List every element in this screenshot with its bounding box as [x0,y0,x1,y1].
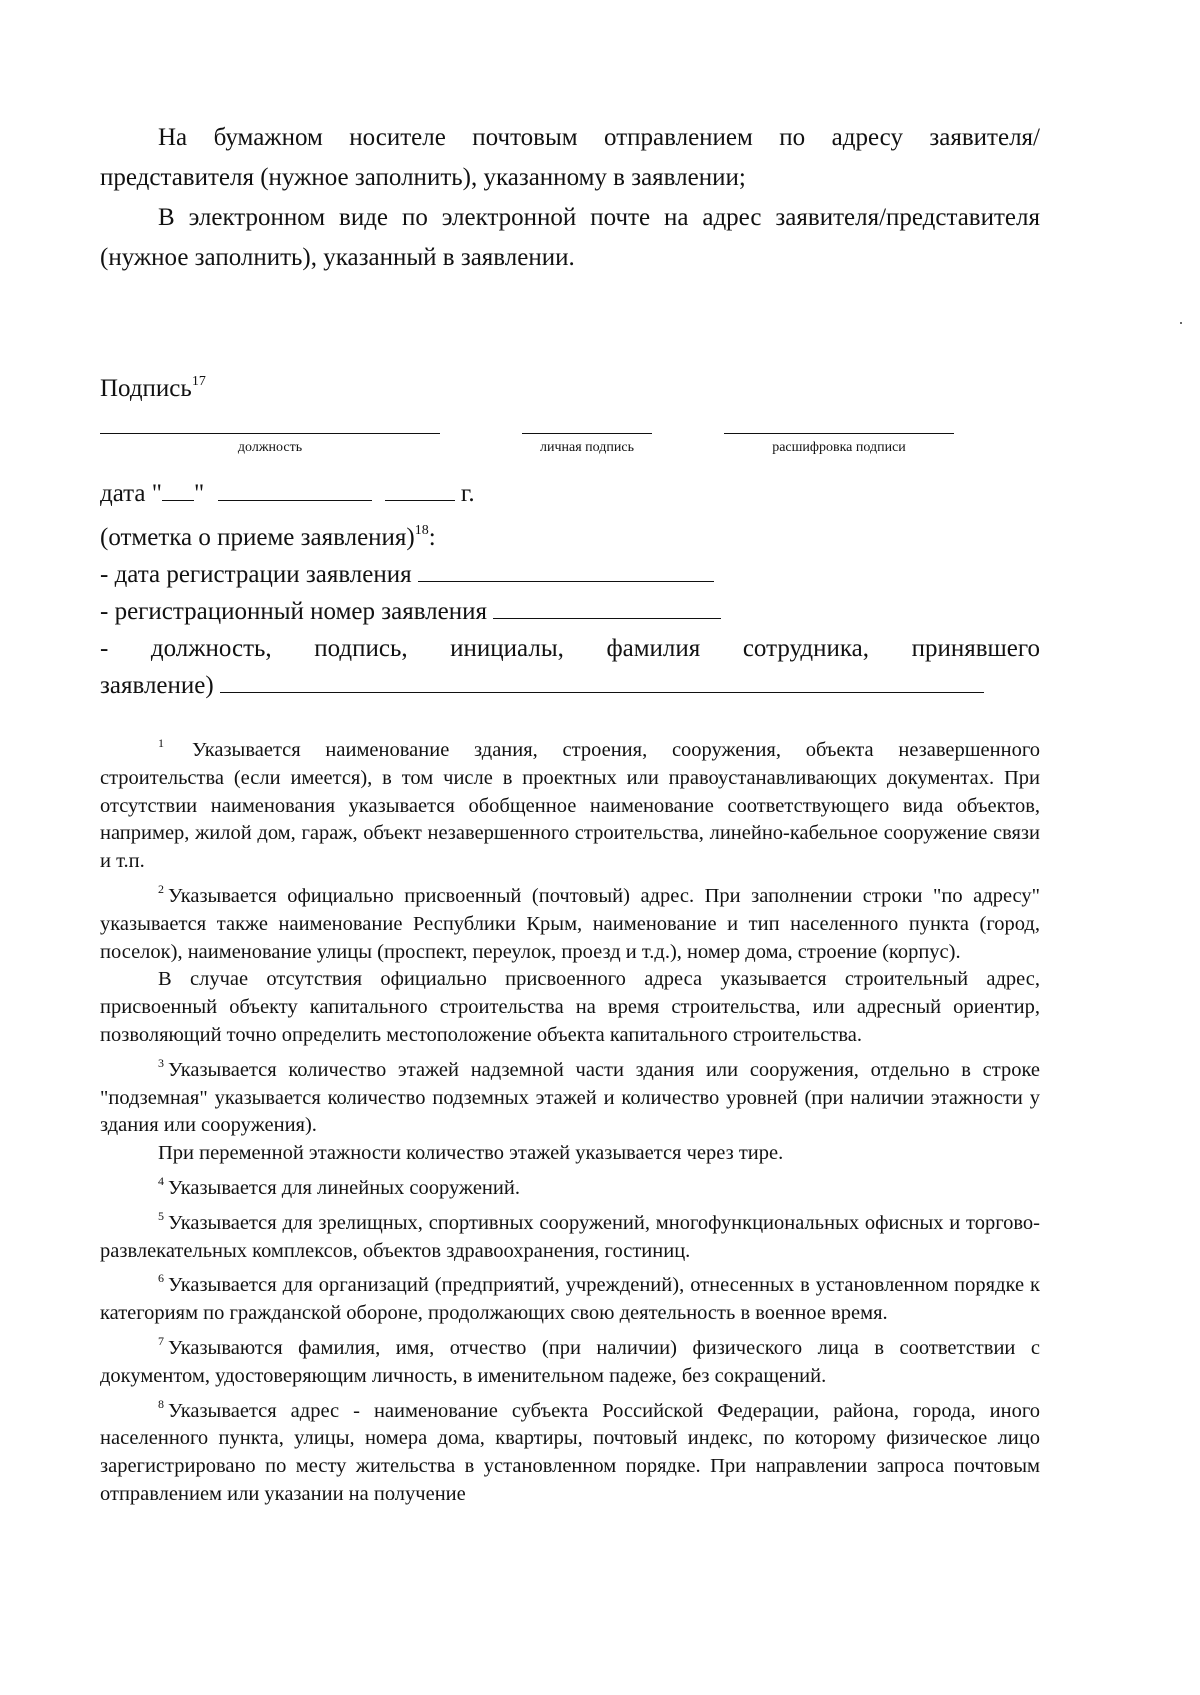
delivery-option-paper: На бумажном носителе почтовым отправлением по адресу заявителя/представителя (нужное заполнить), указанному в заявлении; [100,124,1040,191]
delivery-option-electronic: В электронном виде по электронной почте на адрес заявителя/представителя (нужное заполнить), указанный в заявлении. [100,204,1040,271]
reg-date-blank[interactable] [418,559,714,582]
footnote-3: $^3$ Указывается количество этажей надземной части здания или сооружения, отдельно в строке "подземная" указывается количество подземных этажей и количество уровней (при наличии этажности у здания или сооружения). [100,1055,1040,1137]
date-row: дата " " г. [100,480,475,507]
footnote-ref-18: 18 [414,523,429,538]
signature-personal-label: личная подпись [540,440,634,455]
date-month-blank[interactable] [218,478,372,501]
signature-title: Подпись$^{17}$ [100,374,206,402]
footnote-1: $^1$ Указывается наименование здания, строения, сооружения, объекта незавершенного строительства (если имеется), в том числе в проектных или правоустанавливающих документах. При отсутствии наименования указывается обобщенное наименование соответствующего вида объектов, например, жилой дом, гараж, объект незавершенного строительства, линейно-кабельное сооружение связи и т.п. [100,736,1040,873]
footnote-4: $^4$ Указывается для линейных сооружений. [158,1173,520,1199]
receipt-reg-date-row: - дата регистрации заявления [100,556,1040,593]
employee-blank[interactable] [220,670,984,693]
receipt-employee-tail-row: заявление) [100,667,1040,704]
footnote-3-continued: При переменной этажности количество этажей указывается через тире. [158,1142,784,1165]
footnotes [100,730,1040,1509]
receipt-employee-row: - должность, подпись, инициалы, фамилия сотрудника, принявшего [100,635,1040,662]
footnote-6: $^6$ Указывается для организаций (предприятий, учреждений), отнесенных в установленном порядке к категориям по гражданской обороне, продолжающих свою деятельность в военное время. [100,1271,1040,1325]
signature-position-field[interactable] [100,419,440,456]
footnote-2-continued: В случае отсутствия официально присвоенного адреса указывается строительный адрес, присвоенный объекту капитального строительства на время строительства, или адресный ориентир, позволяющий точно определить местоположение объекта капитального строительства. [100,968,1040,1046]
document-body [100,118,1040,1509]
scan-speck [1180,322,1182,324]
signature-fields [100,419,1040,469]
footnote-7: $^7$ Указываются фамилия, имя, отчество (при наличии) физического лица в соответствии с документом, удостоверяющим личность, в именительном падеже, без сокращений. [100,1333,1040,1387]
signature-position-line [100,419,440,434]
signature-decode-field[interactable] [724,419,954,456]
signature-personal-field[interactable] [522,419,652,456]
receipt-title: (отметка о приеме заявления)$^{18}$: [100,523,436,551]
signature-decode-line [724,419,954,434]
footnote-2: $^2$ Указывается официально присвоенный (почтовый) адрес. При заполнении строки "по адресу" указывается также наименование Республики Крым, наименование и тип населенного пункта (город, поселок), наименование улицы (проспект, переулок, проезд и т.д.), номер дома, строение (корпус). [100,881,1040,963]
signature-personal-line [522,419,652,434]
footnote-8: $^8$ Указывается адрес - наименование субъекта Российской Федерации, района, города, иного населенного пункта, улицы, номера дома, квартиры, почтовый индекс, по которому физическое лицо зарегистрировано по месту жительства в установленном порядке. При направлении запроса почтовым отправлением или указании на получение [100,1396,1040,1505]
receipt-reg-number-row: - регистрационный номер заявления [100,593,1040,630]
reg-number-blank[interactable] [493,596,721,619]
signature-position-label: должность [237,440,303,455]
date-day-blank[interactable] [162,478,194,501]
signature-decode-label: расшифровка подписи [772,440,906,455]
footnote-ref-17: 17 [191,374,206,389]
date-year-blank[interactable] [385,478,455,501]
footnote-5: $^5$ Указывается для зрелищных, спортивных сооружений, многофункциональных офисных и торгово-развлекательных комплексов, объектов здравоохранения, гостиниц. [100,1208,1040,1262]
